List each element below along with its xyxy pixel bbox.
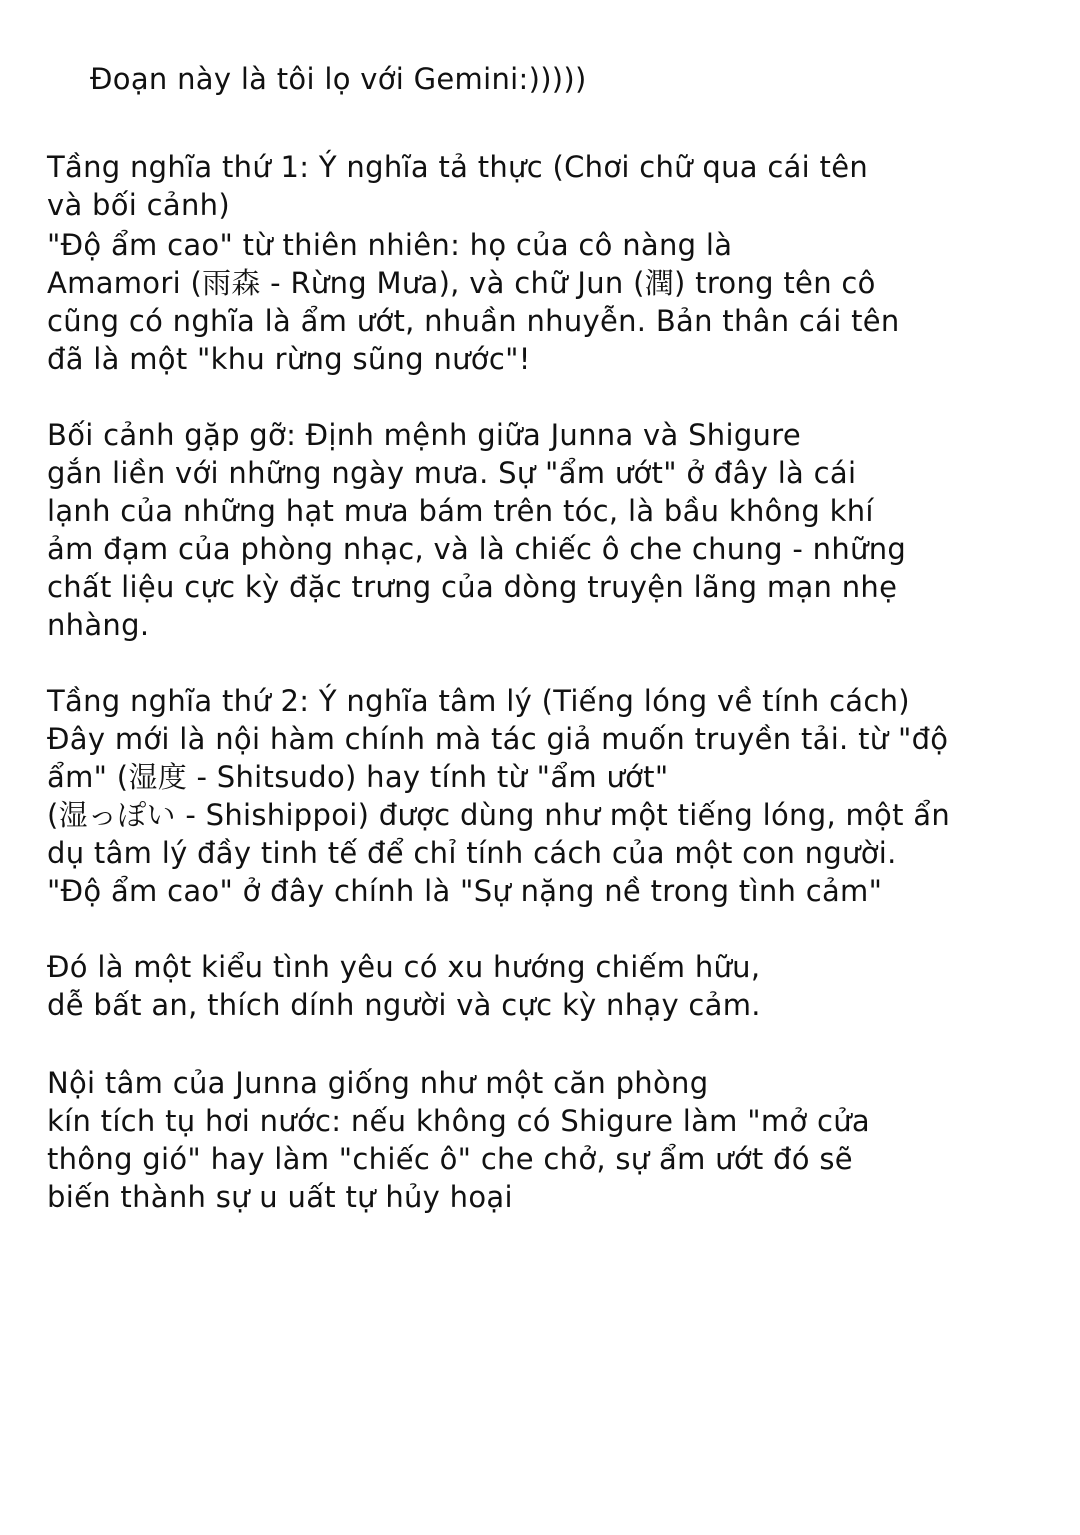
section2-paragraph2-line: Đó là một kiểu tình yêu có xu hướng chiếm hữu, xyxy=(47,950,761,984)
section1-paragraph1-line: Amamori (雨森 - Rừng Mưa), và chữ Jun (潤) trong tên cô xyxy=(47,266,876,300)
section1-paragraph1-line: đã là một "khu rừng sũng nước"! xyxy=(47,342,531,376)
section1-heading-line-1: Tầng nghĩa thứ 1: Ý nghĩa tả thực (Chơi chữ qua cái tên xyxy=(47,150,869,184)
section2-paragraph1-line: Đây mới là nội hàm chính mà tác giả muốn truyền tải. từ "độ xyxy=(47,722,949,756)
section2-paragraph3-line: thông gió" hay làm "chiếc ô" che chở, sự ẩm ướt đó sẽ xyxy=(47,1142,853,1176)
section1-paragraph2-line: ảm đạm của phòng nhạc, và là chiếc ô che chung - những xyxy=(47,532,907,566)
section2-paragraph1-line: "Độ ẩm cao" ở đây chính là "Sự nặng nề trong tình cảm" xyxy=(47,874,883,908)
section1-paragraph2-line: gắn liền với những ngày mưa. Sự "ẩm ướt" ở đây là cái xyxy=(47,456,857,490)
section2-paragraph1-line: ẩm" (湿度 - Shitsudo) hay tính từ "ẩm ướt" xyxy=(47,760,669,794)
section2-paragraph3-line: biến thành sự u uất tự hủy hoại xyxy=(47,1180,513,1214)
section1-paragraph2-line: nhàng. xyxy=(47,608,150,642)
section2-paragraph1-line: (湿っぽい - Shishippoi) được dùng như một tiếng lóng, một ẩn xyxy=(47,798,951,832)
section1-paragraph1-line: cũng có nghĩa là ẩm ướt, nhuần nhuyễn. Bản thân cái tên xyxy=(47,304,900,338)
section2-paragraph2-line: dễ bất an, thích dính người và cực kỳ nhạy cảm. xyxy=(47,988,761,1022)
intro-line: Đoạn này là tôi lọ với Gemini:))))) xyxy=(90,62,587,96)
section1-paragraph1-line: "Độ ẩm cao" từ thiên nhiên: họ của cô nàng là xyxy=(47,228,733,262)
section1-heading-line-2: và bối cảnh) xyxy=(47,188,230,222)
section1-paragraph2-line: chất liệu cực kỳ đặc trưng của dòng truyện lãng mạn nhẹ xyxy=(47,570,898,604)
section2-paragraph1-line: dụ tâm lý đầy tinh tế để chỉ tính cách của một con người. xyxy=(47,836,897,870)
section2-heading-line: Tầng nghĩa thứ 2: Ý nghĩa tâm lý (Tiếng lóng về tính cách) xyxy=(47,684,910,718)
section2-paragraph3-line: Nội tâm của Junna giống như một căn phòng xyxy=(47,1066,709,1100)
section2-paragraph3-line: kín tích tụ hơi nước: nếu không có Shigure làm "mở cửa xyxy=(47,1104,870,1138)
section1-paragraph2-line: lạnh của những hạt mưa bám trên tóc, là bầu không khí xyxy=(47,494,874,528)
section1-paragraph2-line: Bối cảnh gặp gỡ: Định mệnh giữa Junna và Shigure xyxy=(47,418,801,452)
